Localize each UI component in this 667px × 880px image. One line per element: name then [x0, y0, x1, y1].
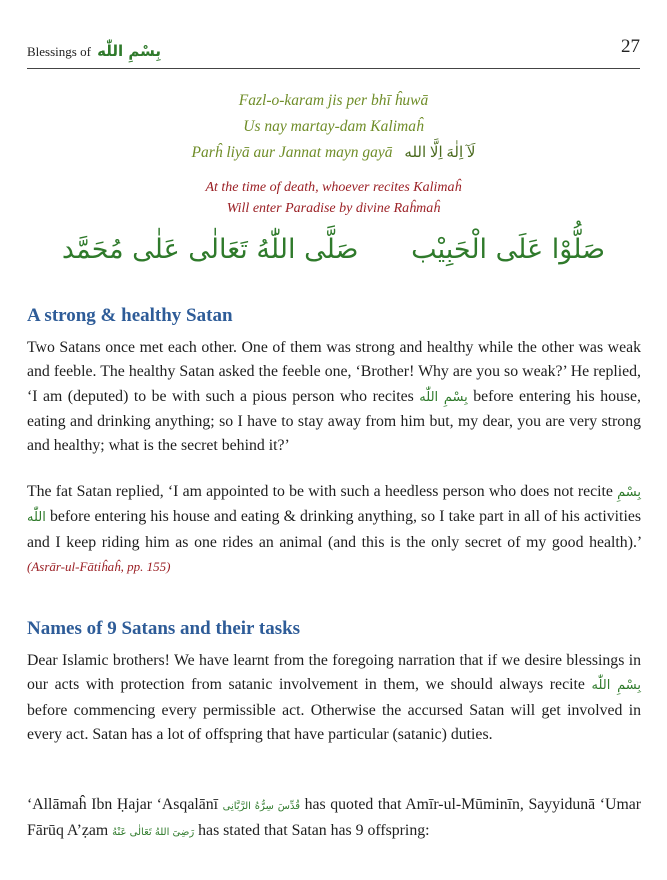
poem-line-2: Us nay martay-dam Kalimaĥ: [243, 118, 424, 135]
running-head: [27, 42, 161, 60]
salat-calligraphy: [0, 222, 667, 278]
page-number: 27: [621, 36, 640, 57]
para-text: The fat Satan replied, ‘I am appointed to be with such a heedless person who does not recite: [27, 483, 613, 500]
header-rule: [27, 68, 640, 69]
section-heading-nine-satans: Names of 9 Satans and their tasks: [27, 618, 301, 639]
running-head-arabic: بِسْمِ اللّٰه: [97, 42, 162, 60]
salat-left: صَلَّى اللّٰهُ تَعَالٰى عَلٰى مُحَمَّد: [61, 234, 359, 265]
poem-line-1: Fazl-o-karam jis per bhī ĥuwā: [238, 92, 429, 109]
honorific-arabic: قُدِّسَ سِرُّهُ الرَّبَّانِى: [222, 801, 300, 812]
section1-paragraph-1: [27, 336, 641, 458]
section2-paragraph-2: [27, 793, 641, 846]
para-text: has stated that Satan has 9 offspring:: [198, 822, 430, 840]
salat-right: صَلُّوْا عَلَى الْحَبِيْب: [411, 234, 606, 265]
section2-paragraph-1: [27, 649, 641, 747]
para-text: has quoted that Amīr-ul-Mūminīn, Sayyidunā ‘Umar Fārūq A’ẓam: [27, 796, 641, 840]
poem-line-3-text: Parĥ liyā aur Jannat mayn gayā: [191, 144, 393, 161]
translation-line-1: At the time of death, whoever recites Kalimaĥ: [205, 180, 462, 195]
section1-paragraph-2: [27, 480, 641, 579]
para-text: before commencing every permissible act. Otherwise the accursed Satan will get involved in every act. Satan has a lot of offspring that have particular (satanic) duties.: [27, 701, 641, 743]
translation-line-2: Will enter Paradise by divine Raĥmaĥ: [226, 201, 441, 216]
kalimah-arabic: لَآ اِلٰهَ اِلَّا الله: [404, 145, 476, 161]
bismillah-inline: بِسْمِ اللّٰه: [27, 485, 641, 526]
para-text: Two Satans once met each other. One of them was strong and healthy while the other was weak and feeble. The healthy Satan asked the feeble one, ‘Brother! Why are you so weak?’ He replied, ‘I am (deputed) to be with such a pious person who recites: [27, 339, 641, 405]
bismillah-inline: بِسْمِ اللّٰه: [591, 678, 641, 694]
poem-translation: [0, 177, 667, 219]
para-text: Dear Islamic brothers! We have learnt from the foregoing narration that if we desire blessings in our acts with protection from satanic involvement in them, we should always recite: [27, 652, 641, 694]
honorific-arabic: رَضِىَ اللهُ تَعَالٰى عَنْهُ: [112, 827, 195, 839]
poem-line-3: [0, 140, 667, 166]
para-text: before entering his house, eating and drinking anything; so I have to stay away from him but, my dear, you are very strong and healthy; what is the secret behind it?’: [27, 387, 642, 455]
bismillah-inline: بِسْمِ اللّٰه: [419, 389, 468, 405]
section-heading-strong-satan: A strong & healthy Satan: [27, 305, 233, 326]
para-text: before entering his house and eating & drinking anything, so I take part in all of his activities and I keep riding him as one rides an animal (and this is the only secret of my good health).’: [27, 508, 641, 551]
citation: (Asrār-ul-Fātiĥaĥ, pp. 155): [27, 558, 171, 574]
para-text: ‘Allāmaĥ Ibn Ḥajar ‘Asqalānī: [27, 796, 219, 813]
running-head-title: Blessings of: [27, 44, 91, 59]
poem: [0, 88, 667, 166]
